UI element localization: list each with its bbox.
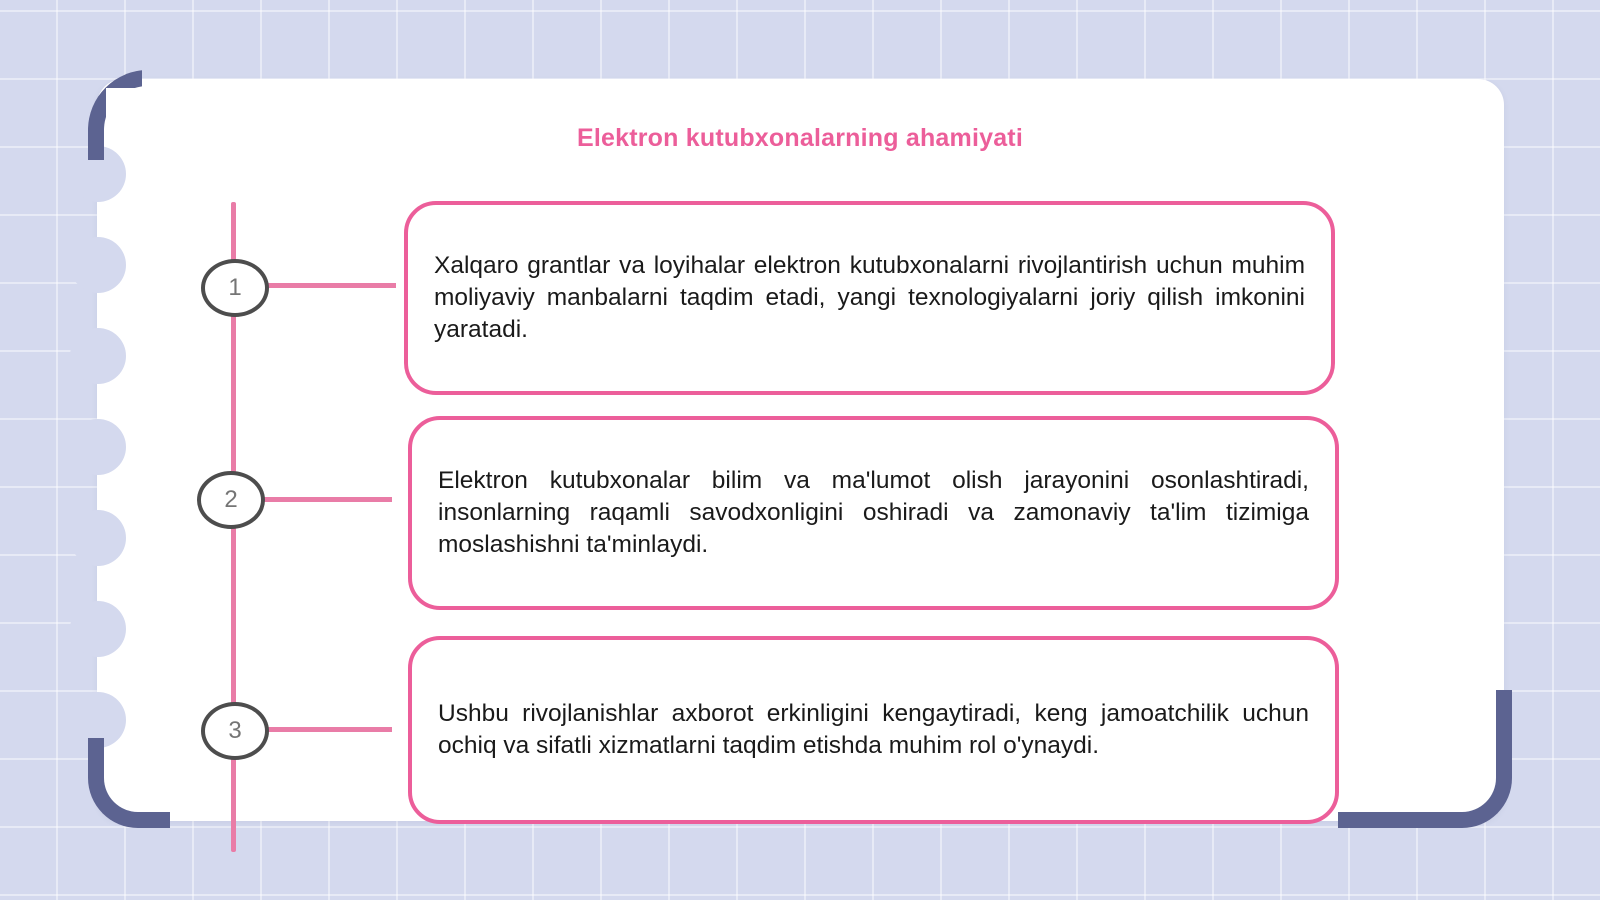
content-card-1 bbox=[404, 201, 1335, 395]
connector-line-1 bbox=[264, 283, 396, 288]
connector-line-2 bbox=[260, 497, 392, 502]
connector-line-3 bbox=[264, 727, 392, 732]
step-number-1: 1 bbox=[201, 259, 269, 317]
step-number-2: 2 bbox=[197, 471, 265, 529]
paper-notch bbox=[70, 601, 126, 657]
frame-corner-bottom-left bbox=[88, 738, 170, 828]
step-number-3: 3 bbox=[201, 702, 269, 760]
paper-notch bbox=[70, 237, 126, 293]
paper-notch bbox=[70, 510, 126, 566]
card-text-1: Xalqaro grantlar va loyihalar elektron kutubxonalarni rivojlantirish uchun muhim moliyaviy manbalarni taqdim etadi, yangi texnologiyalarni joriy qilish imkonini yaratadi. bbox=[434, 252, 1305, 343]
content-card-3 bbox=[408, 636, 1339, 824]
frame-corner-bottom-right bbox=[1338, 690, 1512, 828]
slide-title: Elektron kutubxonalarning ahamiyati bbox=[577, 124, 1023, 152]
paper-notch bbox=[70, 328, 126, 384]
content-card-2 bbox=[408, 416, 1339, 610]
card-text-3: Ushbu rivojlanishlar axborot erkinligini kengaytiradi, keng jamoatchilik uchun ochiq va sifatli xizmatlarni taqdim etishda muhim rol o'ynaydi. bbox=[438, 700, 1309, 759]
card-text-2: Elektron kutubxonalar bilim va ma'lumot olish jarayonini osonlashtiradi, insonlarning raqamli savodxonligini oshiradi va zamonaviy ta'lim tizimiga moslashishni ta'minlaydi. bbox=[438, 467, 1309, 558]
paper-notch bbox=[70, 419, 126, 475]
